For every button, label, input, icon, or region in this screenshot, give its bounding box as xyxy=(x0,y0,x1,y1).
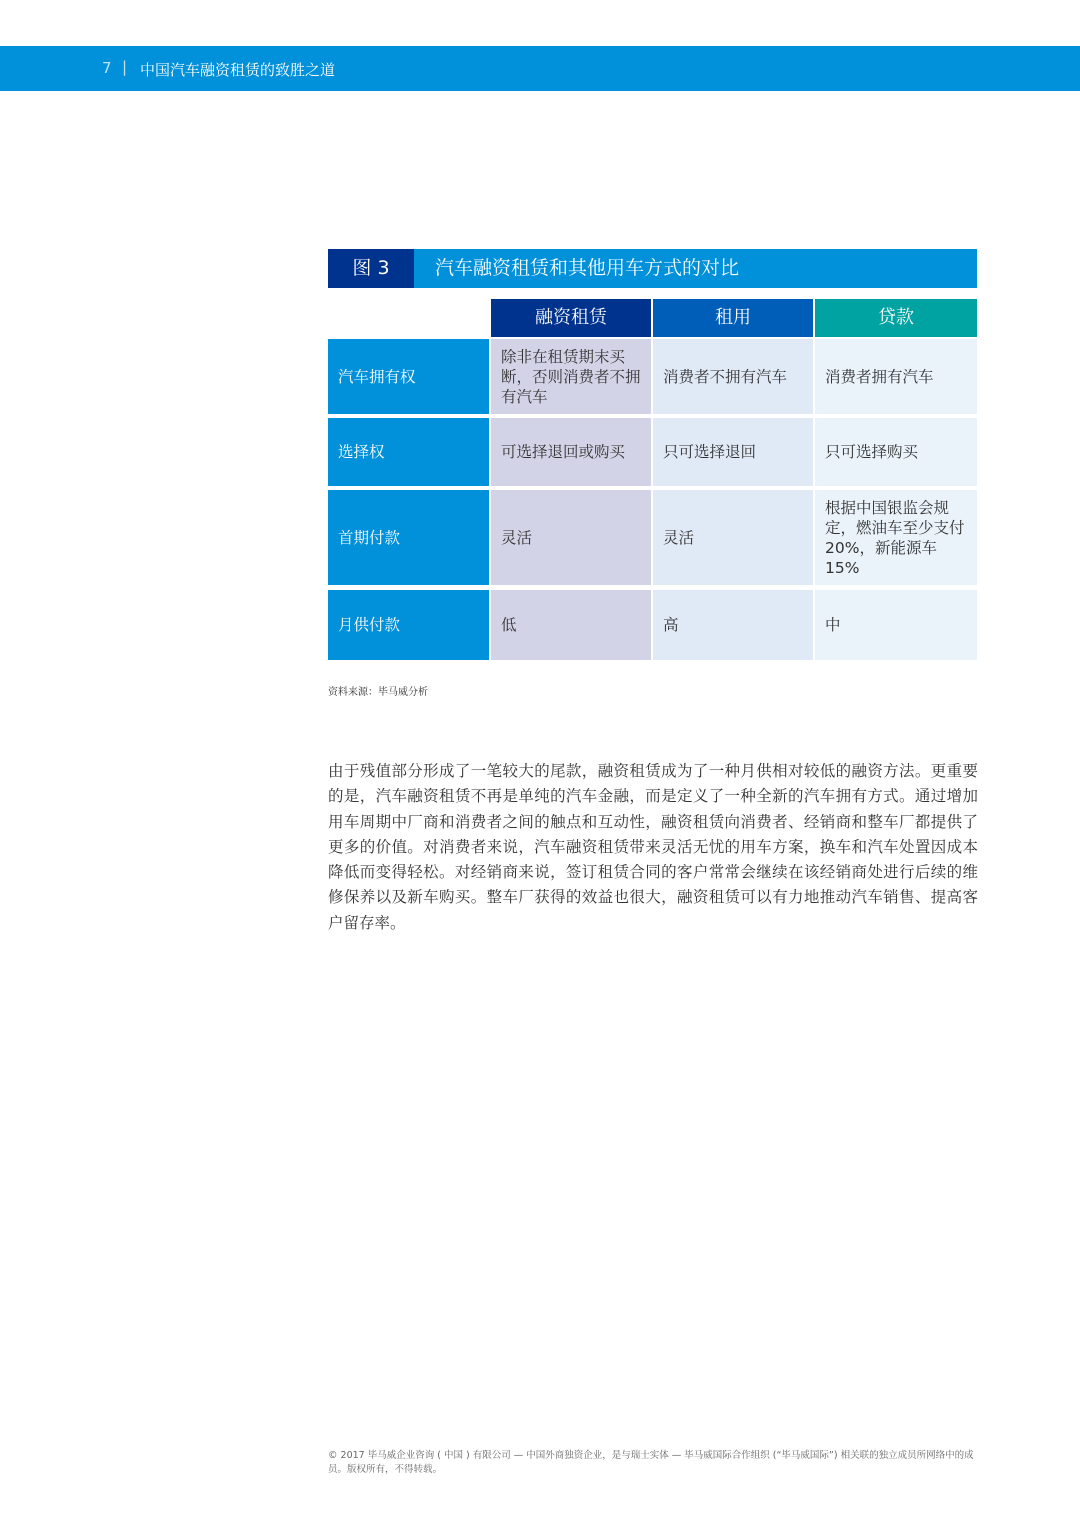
column-header-rental: 租用 xyxy=(653,299,813,337)
copyright-footer: © 2017 毕马威企业咨询 ( 中国 ) 有限公司 — 中国外商独资企业，是与瑞士实体 — 毕马威国际合作组织 (“毕马威国际”) 相关联的独立成员所网络中的成员。版权所有，不得转载。 xyxy=(328,1450,974,1475)
column-header-loan: 贷款 xyxy=(815,299,977,337)
table-cell: 只可选择退回 xyxy=(653,418,813,486)
table-cell: 消费者不拥有汽车 xyxy=(653,339,813,414)
body-paragraph: 由于残值部分形成了一笔较大的尾款，融资租赁成为了一种月供相对较低的融资方法。更重要的是，汽车融资租赁不再是单纯的汽车金融，而是定义了一种全新的汽车拥有方式。通过增加用车周期中厂商和消费者之间的触点和互动性，融资租赁向消费者、经销商和整车厂都提供了更多的价值。对消费者来说，汽车融资租赁带来灵活无忧的用车方案，换车和汽车处置因成本降低而变得轻松。对经销商来说，签订租赁合同的客户常常会继续在该经销商处进行后续的维修保养以及新车购买。整车厂获得的效益也很大，融资租赁可以有力地推动汽车销售、提高客户留存率。 xyxy=(328,762,978,932)
table-cell: 低 xyxy=(491,590,651,660)
column-header-financial-lease: 融资租赁 xyxy=(491,299,651,337)
row-header-ownership: 汽车拥有权 xyxy=(328,339,489,414)
row-header-down-payment: 首期付款 xyxy=(328,490,489,585)
table-cell: 灵活 xyxy=(491,490,651,585)
table-cell: 可选择退回或购买 xyxy=(491,418,651,486)
table-cell: 灵活 xyxy=(653,490,813,585)
row-header-monthly-payment: 月供付款 xyxy=(328,590,489,660)
figure-source: 资料来源：毕马威分析 xyxy=(328,687,428,698)
page-number: 7 xyxy=(102,59,112,77)
table-cell: 消费者拥有汽车 xyxy=(815,339,977,414)
figure-label: 图 3 xyxy=(328,249,414,288)
table-cell: 除非在租赁期末买断，否则消费者不拥有汽车 xyxy=(491,339,651,414)
figure-title: 汽车融资租赁和其他用车方式的对比 xyxy=(435,257,740,279)
header-bar xyxy=(0,46,1080,91)
table-cell: 只可选择购买 xyxy=(815,418,977,486)
figure-title-bar xyxy=(328,249,977,288)
table-cell: 中 xyxy=(815,590,977,660)
table-cell: 根据中国银监会规定，燃油车至少支付 20%，新能源车 15% xyxy=(815,490,977,585)
row-header-options: 选择权 xyxy=(328,418,489,486)
document-title: 中国汽车融资租赁的致胜之道 xyxy=(140,61,336,79)
header-separator: | xyxy=(122,58,128,76)
table-cell: 高 xyxy=(653,590,813,660)
